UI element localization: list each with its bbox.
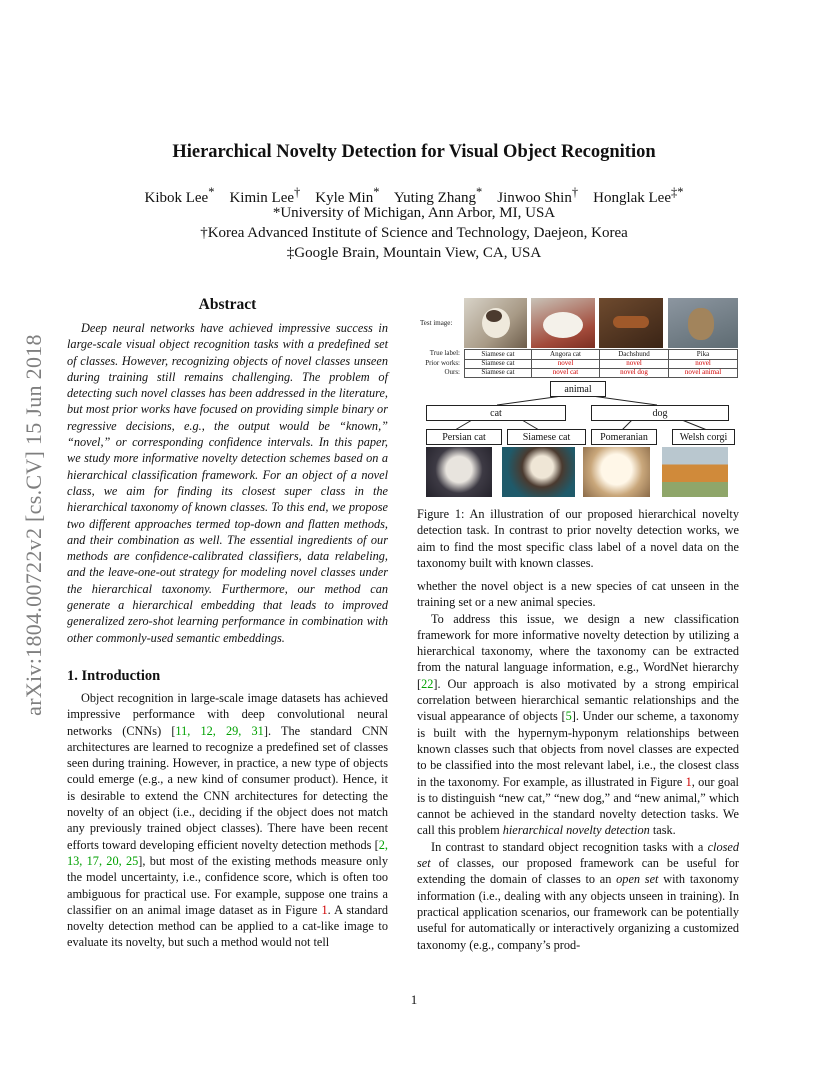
page-number: 1 [410,992,418,1007]
introduction-paragraph: Object recognition in large-scale image datasets has achieved impressive performance with deep convolutional neural networks (CNNs) [11, 12, 29, 31]. The standard CNN architectures are learned to recognize a predefined set of classes seen during training. However, in practice, a new type of objects could emerge (e.g., a new kind of consumer product). Hence, it is desirable to extend the CNN architectures for detecting the novelty of an object (i.e., deciding if the object does not match any previously trained object classes). There have been recent efforts toward developing efficient novelty detection methods [2, 13, 17, 20, 25], but most of the existing methods measure only the model uncertainty, i.e., confidence score, which is often too ambiguous for practical use. For example, suppose one trains a classifier on an animal image dataset as in Figure 1. A standard novelty detection method can be applied to a cat-like image to evaluate its novelty, but such a method would not tell [67,691,388,950]
arxiv-stamp [20,290,48,760]
table-cell: novel animal [684,368,722,376]
row-label-prior: Prior works: [425,358,460,367]
taxonomy-node-cat: cat [426,405,566,421]
row-label-true: True label: [429,349,460,357]
table-cell: novel cat [532,368,600,378]
citation-link[interactable]: 5 [565,709,572,724]
affiliation-1: *University of Michigan, Ann Arbor, MI, USA [272,205,556,221]
affiliation-3: ‡Google Brain, Mountain View, CA, USA [286,245,542,261]
taxonomy-leaf-pomeranian: Pomeranian [591,429,657,445]
test-image-label: Test image: [420,319,453,327]
table-cell: novel dog [600,368,669,378]
taxonomy-leaf-welsh-corgi: Welsh corgi [672,429,735,445]
figure-1 [417,296,739,501]
author-list: Kibok Lee* Kimin Lee† Kyle Min* Yuting Zhang* Jinwoo Shin† Honglak Lee‡* [144,185,684,206]
citation-link[interactable]: 2, 13, 17, 20, 25 [67,837,388,868]
paragraph: In contrast to standard object recognition tasks with a closed set of classes, our proposed framework can be useful for extending the domain of classes to an open set with taxonomy information (i.e., dealing with any objects unseen in training). In practical application scenarios, our framework can be potentially useful for automatically or interactively organizing a customized taxonomy (e.g., company’s prod- [417,839,739,952]
abstract-text: Deep neural networks have achieved impressive success in large-scale visual object recognition tasks with a predefined set of classes. However, recognizing objects of novel classes unseen during training still remains challenging. The problem of detecting such novel classes has been addressed in the literature, but most prior works have focused on providing simple binary or regressive decisions, e.g., the output would be “known,” “novel,” or corresponding confidence intervals. In this paper, we study more informative novelty detection schemes based on a hierarchical classification framework. For an object of a novel class, we aim for finding its closest super class in the hierarchical taxonomy of known classes. To this end, we propose two different approaches termed top-down and flatten methods, and their combination as well. The essential ingredients of our methods are confidence-calibrated classifiers, data relabeling, and the leave-one-out strategy for modeling novel classes under the hierarchical taxonomy. Furthermore, our method can generate a hierarchical embedding that leads to improved generalized zero-shot learning performance in combination with other commonly-used semantic embeddings. [67,321,388,645]
table-cell: Dachshund [600,350,669,360]
figure-ref-link[interactable]: 1 [321,902,328,917]
citation-link[interactable]: 11, 12, 29, 31 [175,723,264,738]
leaf-image-welsh-corgi [662,447,728,497]
table-cell: Siamese cat [465,368,532,378]
abstract-heading: Abstract [198,296,257,313]
table-cell: Angora cat [532,350,600,360]
table-cell: Pika [696,350,710,358]
affiliation-2: †Korea Advanced Institute of Science and Technology, Daejeon, Korea [200,225,628,241]
taxonomy-node-animal: animal [550,381,606,397]
arxiv-id: arXiv:1804.00722v2 [cs.CV] 15 Jun 2018 [21,334,46,716]
leaf-image-siamese-cat [502,447,575,497]
table-cell: Siamese cat [465,359,532,369]
paper-title: Hierarchical Novelty Detection for Visual Object Recognition [172,142,656,162]
section-heading-introduction: 1. Introduction [67,668,161,684]
right-column-text [417,578,739,953]
figure-ref-link[interactable]: 1 [685,774,692,789]
leaf-image-persian-cat [426,447,492,497]
taxonomy-node-dog: dog [591,405,729,421]
table-cell: novel [600,359,669,369]
leaf-image-pomeranian [583,447,650,497]
citation-link[interactable]: 22 [421,676,434,691]
taxonomy-leaf-siamese-cat: Siamese cat [507,429,586,445]
taxonomy-leaf-persian-cat: Persian cat [426,429,502,445]
row-label-ours: Ours: [444,368,460,376]
table-cell: novel [532,359,600,369]
table-cell: novel [695,359,711,367]
table-cell: Siamese cat [465,350,532,360]
figure-1-caption: Figure 1: An illustration of our proposed hierarchical novelty detection task. In contrast to prior novelty detection works, we aim to find the most specific class label of a novel data on the taxonomy built with known classes. [417,507,739,570]
paragraph: whether the novel object is a new species of cat unseen in the training set or a new animal species. [417,579,739,610]
paragraph: To address this issue, we design a new classification framework for more informative novelty detection by utilizing a hierarchical taxonomy, where the taxonomy can be extracted from the natural language information, e.g., WordNet hierarchy [22]. Our approach is also motivated by a strong empirical correlation between hierarchical semantic relationships and the visual appearance of objects [5]. Under our scheme, a taxonomy is built with the hypernym-hyponym relationships between known classes such that objects from novel classes are expected to be classified into the most relevant label, i.e., the closest class in the taxonomy. For example, as illustrated in Figure 1, our goal is to distinguish “new cat,” “new dog,” and “new animal,” which cannot be achieved in the standard novelty detection tasks. We call this problem hierarchical novelty detection task. [417,611,739,838]
